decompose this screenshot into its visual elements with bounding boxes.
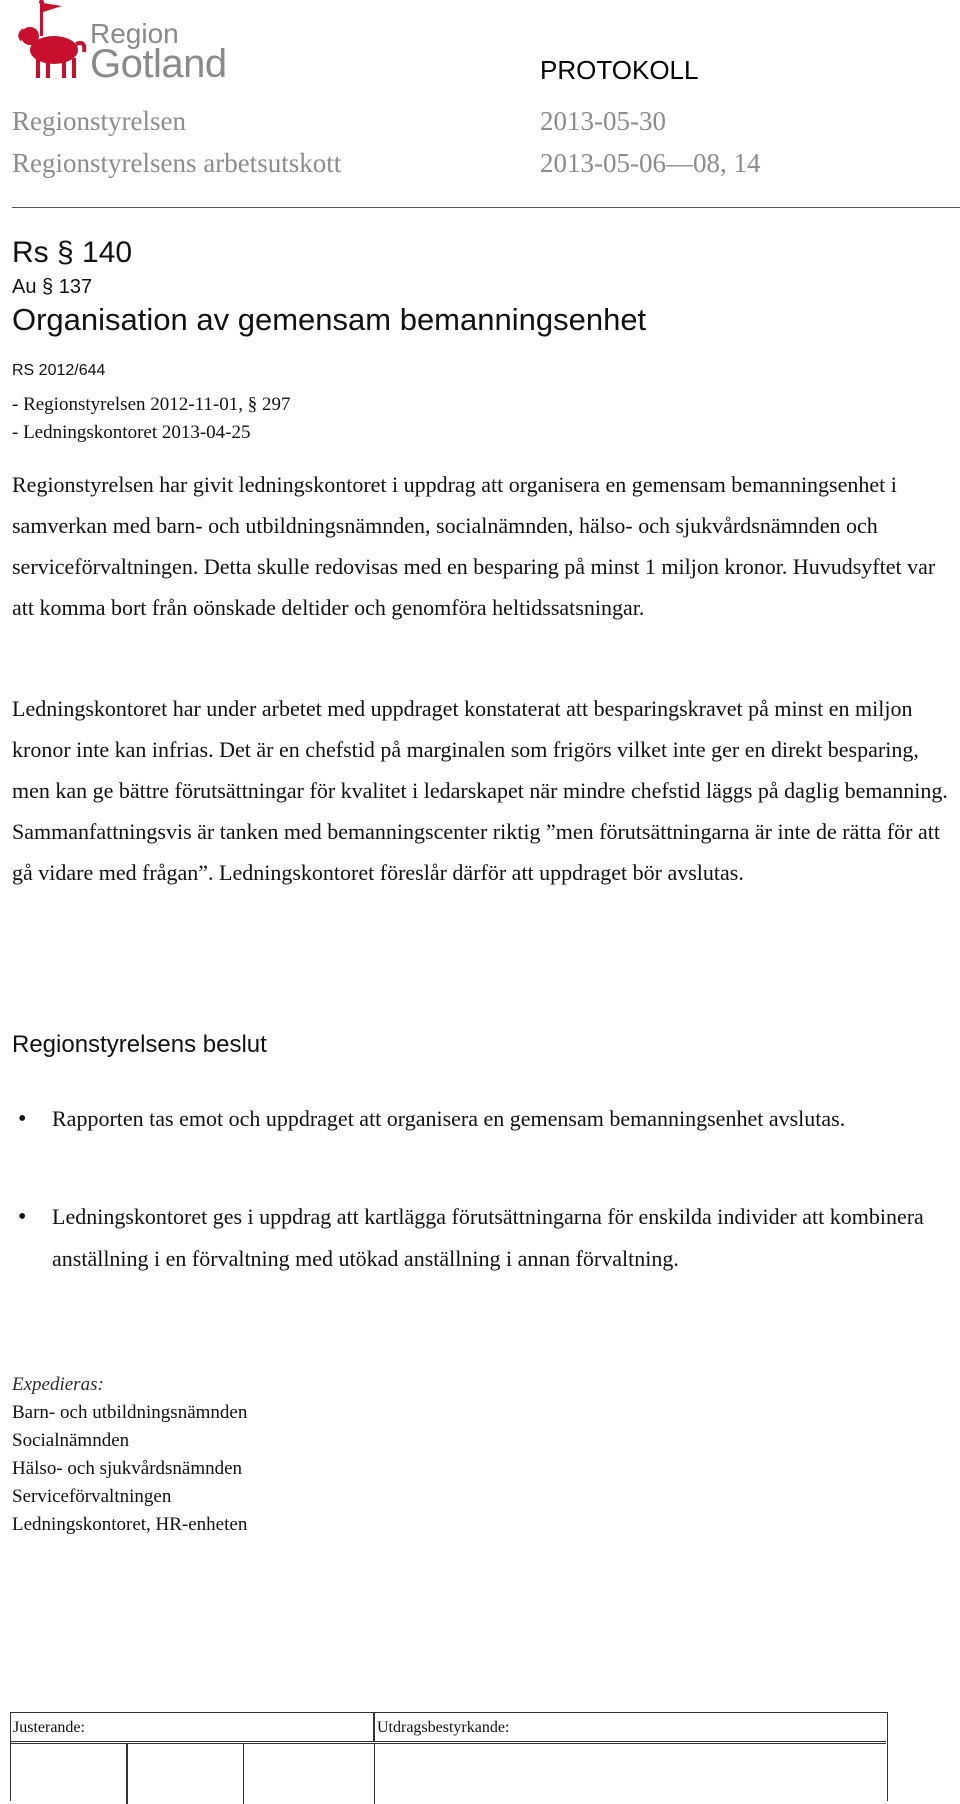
header-date-2: 2013-05-06—08, 14 (540, 148, 761, 178)
bullet-icon: • (18, 1204, 27, 1230)
distribution-item: Socialnämnden (12, 1430, 130, 1451)
au-paragraph-number: Au § 137 (12, 276, 93, 298)
body-paragraph-1: Regionstyrelsen har givit ledningskontoret i uppdrag att organisera en gemensam bemanningsenhet i samverkan med barn- och utbildningsnämnden, socialnämnden, hälso- och sjukvårdsnämnden och serviceförvaltningen. Detta skulle redovisas med en besparing på minst 1 miljon kronor. Huvudsyftet var att komma bort från oönskade deltider och genomföra heltidssatsningar. (12, 472, 936, 620)
signature-table (10, 1712, 888, 1801)
distribution-item: Barn- och utbildningsnämnden (12, 1402, 248, 1423)
decision-heading: Regionstyrelsens beslut (12, 1031, 267, 1058)
page-title: Organisation av gemensam bemanningsenhet (12, 302, 647, 337)
header-org-1: Regionstyrelsen (12, 106, 186, 136)
header-date-1: 2013-05-30 (540, 106, 666, 136)
logo-text-gotland: Gotland (90, 42, 227, 86)
rs-paragraph-number: Rs § 140 (12, 236, 133, 269)
body-paragraph-2: Ledningskontoret har under arbetet med uppdraget konstaterat att besparingskravet på minst en miljon kronor inte kan infrias. Det är en chefstid på marginalen som frigörs vilket inte ger en direkt besparing, men kan ge bättre förutsättningar för kvalitet i ledarskapet när mindre chefstid läggs på daglig bemanning. Sammanfattningsvis är tanken med bemanningscenter riktig ”men förutsättningarna är inte de rätta för att gå vidare med frågan”. Ledningskontoret föreslår därför att uppdraget bör avslutas. (12, 696, 948, 885)
decision-item: Ledningskontoret ges i uppdrag att kartlägga förutsättningarna för enskilda individer att kombinera anställning i en förvaltning med utökad anställning i annan förvaltning. (52, 1204, 924, 1271)
document-type: PROTOKOLL (540, 55, 699, 85)
utdrag-label: Utdragsbestyrkande: (377, 1719, 510, 1736)
signature-box[interactable] (11, 1743, 127, 1804)
header-org-2: Regionstyrelsens arbetsutskott (12, 148, 342, 178)
reference-item: - Regionstyrelsen 2012-11-01, § 297 (12, 394, 291, 415)
region-gotland-logo (10, 0, 225, 85)
distribution-item: Hälso- och sjukvårdsnämnden (12, 1458, 243, 1479)
header-divider (12, 207, 960, 208)
diary-number: RS 2012/644 (12, 362, 106, 379)
signature-box[interactable] (243, 1743, 375, 1804)
distribution-item: Ledningskontoret, HR-enheten (12, 1514, 248, 1535)
decision-item: Rapporten tas emot och uppdraget att organisera en gemensam bemanningsenhet avslutas. (52, 1106, 846, 1131)
utdrag-cell (374, 1713, 886, 1742)
logo-text-region: Region (90, 18, 179, 49)
signature-box[interactable] (127, 1743, 244, 1804)
reference-item: - Ledningskontoret 2013-04-25 (12, 422, 251, 443)
justerande-label: Justerande: (13, 1719, 85, 1736)
distribution-item: Serviceförvaltningen (12, 1486, 172, 1507)
distribution-heading: Expedieras: (12, 1374, 104, 1395)
ram-emblem-icon (10, 0, 88, 82)
bullet-icon: • (18, 1106, 27, 1132)
utdrag-signature-box[interactable] (374, 1743, 886, 1804)
justerande-cell (11, 1713, 374, 1742)
